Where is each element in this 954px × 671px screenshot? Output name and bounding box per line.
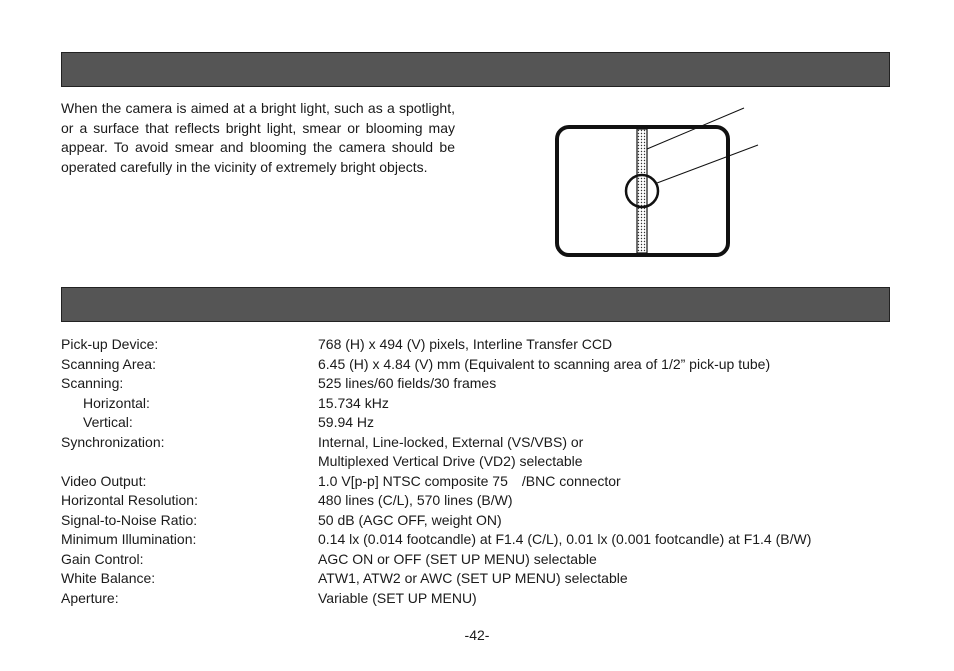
spec-value: 6.45 (H) x 4.84 (V) mm (Equivalent to scanning area of 1/2” pick-up tube) xyxy=(318,355,771,372)
spec-label: Minimum Illumination: xyxy=(61,531,197,547)
smear-band xyxy=(637,129,647,253)
spec-row xyxy=(61,589,921,609)
spec-value: ATW1, ATW2 or AWC (SET UP MENU) selectable xyxy=(318,570,628,586)
spec-row xyxy=(61,472,921,492)
spec-row xyxy=(61,530,921,550)
spec-label: Video Output: xyxy=(61,472,147,489)
spec-value: Internal, Line-locked, External (VS/VBS) or xyxy=(318,433,584,450)
spec-value: 50 dB (AGC OFF, weight ON) xyxy=(318,511,502,528)
spec-label: Horizontal: xyxy=(83,394,150,411)
spec-row xyxy=(61,413,921,433)
spec-label xyxy=(61,452,318,472)
section-header-bar-specifications xyxy=(61,287,890,322)
spec-value: AGC ON or OFF (SET UP MENU) selectable xyxy=(318,550,597,567)
spec-row xyxy=(61,452,921,472)
spec-value: 59.94 Hz xyxy=(318,414,375,430)
spec-label: Vertical: xyxy=(83,414,133,430)
spec-label: White Balance: xyxy=(61,570,156,586)
spec-value: 1.0 V[p-p] NTSC composite 75 /BNC connector xyxy=(318,472,621,489)
spec-label: Horizontal Resolution: xyxy=(61,492,198,508)
spec-value: 768 (H) x 494 (V) pixels, Interline Transfer CCD xyxy=(318,336,613,352)
spec-row xyxy=(61,511,921,531)
spec-value: 15.734 kHz xyxy=(318,394,389,411)
spec-row xyxy=(61,550,921,570)
spec-value: Variable (SET UP MENU) xyxy=(318,589,477,606)
spec-row xyxy=(61,491,921,511)
smear-blooming-paragraph: When the camera is aimed at a bright light, such as a spotlight, or a surface that reflects bright light, smear or blooming may appear. To avoid smear and blooming the camera should be operated carefully in the vicinity of extremely bright objects. xyxy=(61,100,455,175)
spec-label: Synchronization: xyxy=(61,433,165,450)
spec-label: Scanning: xyxy=(61,375,124,391)
spec-label: Pick-up Device: xyxy=(61,336,159,352)
spec-value: Multiplexed Vertical Drive (VD2) selectable xyxy=(318,453,583,469)
specifications-list xyxy=(61,335,921,608)
spec-value: 0.14 lx (0.014 footcandle) at F1.4 (C/L), 0.01 lx (0.001 footcandle) at F1.4 (B/W) xyxy=(318,531,812,547)
spec-label: Aperture: xyxy=(61,589,119,606)
spec-value: 525 lines/60 fields/30 frames xyxy=(318,375,497,391)
spec-row xyxy=(61,335,921,355)
spec-row xyxy=(61,394,921,414)
spec-row xyxy=(61,433,921,453)
page-number: -42- xyxy=(464,627,490,643)
spec-row xyxy=(61,374,921,394)
smear-blooming-diagram xyxy=(550,105,770,265)
spec-value: 480 lines (C/L), 570 lines (B/W) xyxy=(318,492,513,508)
spec-row xyxy=(61,569,921,589)
spec-label: Signal-to-Noise Ratio: xyxy=(61,511,198,528)
section-header-bar-smear xyxy=(61,52,890,87)
spec-label: Gain Control: xyxy=(61,550,144,567)
spec-label: Scanning Area: xyxy=(61,355,156,372)
spec-row xyxy=(61,355,921,375)
